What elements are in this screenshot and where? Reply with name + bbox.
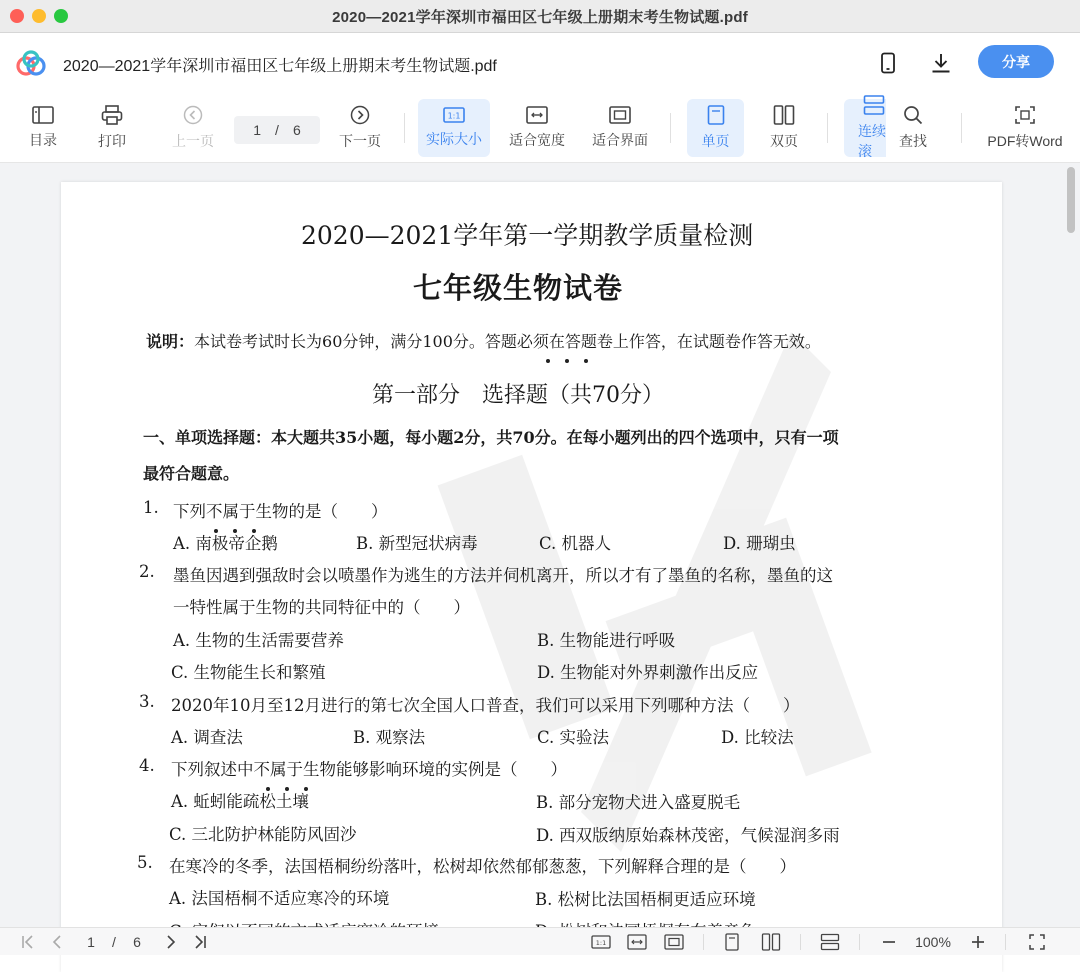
pdf-page: [61, 182, 1002, 972]
question-number: 3.: [139, 692, 155, 711]
double-page-icon: [773, 105, 795, 125]
current-page: 1: [253, 122, 262, 138]
svg-text:1:1: 1:1: [595, 939, 607, 947]
window-controls: [10, 9, 68, 23]
page-separator: /: [275, 122, 279, 138]
option: B. 松树比法国梧桐更适应环境: [535, 890, 756, 909]
search-icon: [903, 105, 923, 125]
bottom-page-separator: /: [112, 934, 116, 950]
question-text-continued: 一特性属于生物的共同特征中的（ ）: [173, 598, 470, 617]
toc-label: 目录: [29, 132, 57, 148]
maximize-window-button[interactable]: [54, 9, 68, 23]
option: A. 南极帝企鹅: [173, 534, 278, 553]
continuous-scroll-icon[interactable]: [820, 928, 840, 956]
question-text: 下列不属于生物的是（ ）: [173, 502, 388, 521]
question-number: 5.: [137, 853, 153, 872]
printer-icon: [101, 105, 123, 125]
emphasis-dots: [546, 348, 603, 354]
single-page-label: 单页: [701, 133, 730, 149]
toc-button[interactable]: [18, 99, 68, 157]
toolbar: [0, 93, 1080, 163]
question-number: 1.: [143, 498, 159, 517]
status-divider: [703, 934, 704, 950]
print-label: 打印: [98, 133, 126, 149]
option: B. 生物能进行呼吸: [537, 631, 676, 650]
bottom-current-page[interactable]: 1: [87, 934, 95, 950]
window-title: 2020—2021学年深圳市福田区七年级上册期末考生物试题.pdf: [332, 8, 748, 26]
mobile-icon[interactable]: [876, 51, 900, 75]
fullscreen-icon[interactable]: [1028, 928, 1046, 956]
chevron-right-circle-icon: [350, 105, 370, 125]
zoom-in-icon[interactable]: [970, 928, 986, 956]
fit-width-button[interactable]: [505, 99, 569, 157]
single-page-button[interactable]: [687, 99, 744, 157]
single-page-icon: [707, 105, 725, 125]
prev-page-label: 上一页: [172, 133, 214, 149]
doc-title-line2: 七年级生物试卷: [413, 271, 624, 305]
section-heading: 第一部分 选择题（共70分）: [372, 383, 664, 408]
share-button[interactable]: 分享: [978, 45, 1054, 78]
print-button[interactable]: [87, 99, 137, 157]
close-window-button[interactable]: [10, 9, 24, 23]
next-page-icon[interactable]: [164, 928, 178, 956]
option: D. 比较法: [721, 728, 794, 747]
option: B. 部分宠物犬进入盛夏脱毛: [536, 793, 741, 812]
bottom-total-pages: 6: [133, 934, 141, 950]
actual-size-button[interactable]: [418, 99, 490, 157]
pdf-to-word-button[interactable]: [984, 99, 1066, 157]
chevron-left-circle-icon: [183, 105, 203, 125]
next-page-button[interactable]: [332, 99, 388, 157]
question-text: 在寒冷的冬季，法国梧桐纷纷落叶，松树却依然郁郁葱葱，下列解释合理的是（ ）: [169, 857, 796, 876]
option: D. 珊瑚虫: [723, 534, 796, 553]
emphasis-dots: [214, 518, 271, 524]
question-number: 2.: [139, 562, 155, 581]
document-title: 2020—2021学年深圳市福田区七年级上册期末考生物试题.pdf: [63, 58, 497, 75]
status-divider: [1005, 934, 1006, 950]
fit-width-icon[interactable]: [627, 928, 647, 956]
question-text: 2020年10月至12月进行的第七次全国人口普查，我们可以采用下列哪种方法（ ）: [171, 696, 800, 715]
last-page-icon[interactable]: [192, 928, 208, 956]
option: C. 生物能生长和繁殖: [171, 663, 326, 682]
question-text: 墨鱼因遇到强敌时会以喷墨作为逃生的方法并伺机离开，所以才有了墨鱼的名称，墨鱼的这: [173, 566, 833, 585]
fit-page-button[interactable]: [588, 99, 652, 157]
find-button[interactable]: [889, 99, 937, 157]
toolbar-divider: [404, 113, 405, 143]
document-viewer[interactable]: [0, 163, 1080, 927]
zoom-level[interactable]: 100%: [915, 934, 951, 950]
option: C. 实验法: [537, 728, 610, 747]
minimize-window-button[interactable]: [32, 9, 46, 23]
download-icon[interactable]: [929, 51, 953, 75]
fit-page-label: 适合界面: [592, 132, 648, 148]
double-page-icon[interactable]: [761, 928, 781, 956]
doc-note: [146, 329, 821, 352]
next-page-label: 下一页: [339, 133, 381, 149]
first-page-icon[interactable]: [20, 928, 36, 956]
option: D. 西双版纳原始森林茂密，气候湿润多雨: [536, 826, 840, 845]
fit-width-label: 适合宽度: [509, 132, 565, 148]
option: A. 蚯蚓能疏松土壤: [171, 792, 309, 811]
pdf-to-word-label: PDF转Word: [987, 133, 1063, 149]
app-header: [0, 33, 1080, 93]
question-text: 下列叙述中不属于生物能够影响环境的实例是（ ）: [171, 760, 567, 779]
baidu-netdisk-logo-icon: [15, 50, 47, 76]
actual-size-label: 实际大小: [426, 131, 482, 147]
total-pages: 6: [292, 122, 301, 138]
instruction-line1: 一、单项选择题：本大题共35小题，每小题2分，共70分。在每小题列出的四个选项中，只有一项: [143, 428, 839, 447]
continuous-scroll-button[interactable]: [844, 99, 886, 157]
double-page-label: 双页: [770, 133, 798, 149]
question-number: 4.: [139, 756, 155, 775]
fit-page-icon[interactable]: [664, 928, 684, 956]
actual-size-icon[interactable]: [591, 928, 611, 956]
doc-title-line1: 2020—2021学年第一学期教学质量检测: [301, 221, 754, 250]
convert-icon: [1014, 105, 1036, 125]
actual-size-icon: [443, 107, 465, 123]
double-page-button[interactable]: [758, 99, 810, 157]
doc-note-label: 说明：: [146, 332, 195, 351]
fit-width-icon: [526, 106, 548, 124]
prev-page-button[interactable]: [165, 99, 221, 157]
instruction-line2: 最符合题意。: [143, 464, 240, 483]
single-page-icon[interactable]: [724, 928, 740, 956]
find-label: 查找: [899, 133, 927, 149]
svg-text:1:1: 1:1: [447, 111, 461, 121]
page-number-input[interactable]: [234, 116, 320, 144]
option: A. 法国梧桐不适应寒冷的环境: [169, 889, 390, 908]
continuous-scroll-icon: [863, 95, 885, 115]
prev-page-icon[interactable]: [50, 928, 64, 956]
option: C. 机器人: [539, 534, 612, 553]
emphasis-dots: [266, 776, 323, 782]
status-divider: [859, 934, 860, 950]
title-bar: [0, 0, 1080, 33]
toolbar-divider: [670, 113, 671, 143]
continuous-scroll-label: 连续滚: [858, 123, 886, 159]
toc-icon: [32, 106, 54, 124]
doc-note-text: 本试卷考试时长为60分钟，满分100分。答题必须在答题卷上作答，在试题卷作答无效。: [194, 332, 821, 351]
vertical-scrollbar[interactable]: [1067, 167, 1075, 233]
option: B. 观察法: [353, 728, 426, 747]
option: D. 生物能对外界刺激作出反应: [537, 663, 759, 682]
option: C. 三北防护林能防风固沙: [169, 825, 357, 844]
zoom-out-icon[interactable]: [881, 928, 897, 956]
option: A. 生物的生活需要营养: [173, 631, 344, 650]
status-divider: [800, 934, 801, 950]
bottom-status-bar: [0, 927, 1080, 955]
option: A. 调查法: [171, 728, 243, 747]
fit-page-icon: [609, 106, 631, 124]
option: B. 新型冠状病毒: [356, 534, 478, 553]
toolbar-divider: [961, 113, 962, 143]
toolbar-divider: [827, 113, 828, 143]
